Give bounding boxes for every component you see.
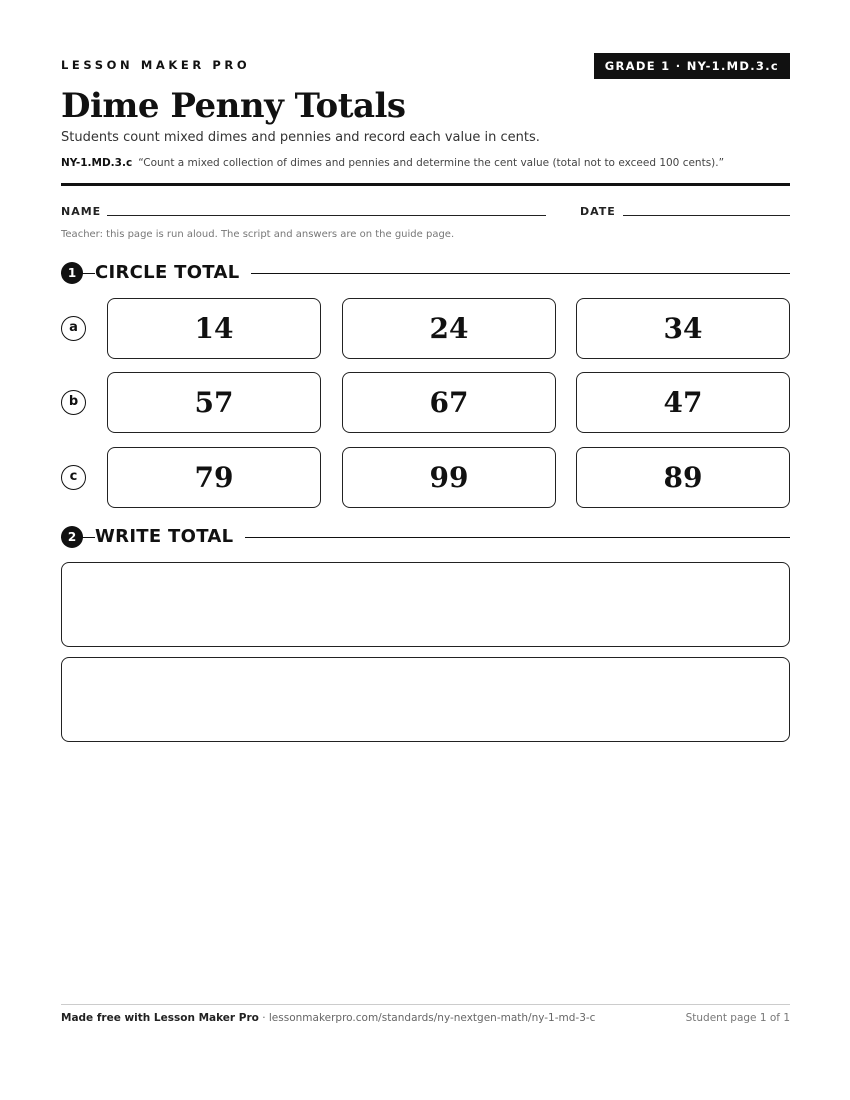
section-2-header [61, 524, 790, 548]
footer-url[interactable]: lessonmakerpro.com/standards/ny-nextgen-math/ny-1-md-3-c [268, 1012, 596, 1024]
teacher-note: Teacher: this page is run aloud. The script and answers are on the guide page. [61, 229, 455, 240]
brand-name: LESSON MAKER PRO [61, 58, 251, 72]
section-1-number: 1 [61, 262, 83, 284]
page-title: Dime Penny Totals [61, 86, 406, 126]
choice-c-3[interactable]: 89 [576, 447, 790, 508]
grade-badge: GRADE 1 · NY-1.MD.3.c [594, 53, 790, 79]
choice-b-3[interactable]: 47 [576, 372, 790, 433]
page-subtitle: Students count mixed dimes and pennies and record each value in cents. [61, 130, 540, 145]
answer-box-1[interactable] [61, 562, 790, 647]
choice-a-2[interactable]: 24 [342, 298, 556, 359]
choice-b-1[interactable]: 57 [107, 372, 321, 433]
choice-c-2[interactable]: 99 [342, 447, 556, 508]
footer-made-with: Made free with Lesson Maker Pro [61, 1012, 259, 1024]
footer-credit [61, 1012, 595, 1024]
footer-page-number: Student page 1 of 1 [685, 1012, 790, 1024]
worksheet-page [61, 0, 790, 1100]
name-field[interactable] [107, 215, 546, 216]
answer-box-2[interactable] [61, 657, 790, 742]
choice-c-1[interactable]: 79 [107, 447, 321, 508]
date-label: DATE [580, 205, 616, 218]
section-2-title: WRITE TOTAL [95, 524, 245, 550]
header-divider [61, 183, 790, 186]
standard-statement [61, 157, 724, 169]
choice-a-1[interactable]: 14 [107, 298, 321, 359]
standard-code: NY-1.MD.3.c [61, 157, 133, 169]
date-field[interactable] [623, 215, 790, 216]
standard-text: “Count a mixed collection of dimes and pennies and determine the cent value (total not to exceed 100 cents).” [138, 157, 725, 169]
section-1-title: CIRCLE TOTAL [95, 260, 251, 286]
footer-divider [61, 1004, 790, 1005]
row-c-letter: c [61, 465, 86, 490]
row-b-letter: b [61, 390, 86, 415]
section-2-number: 2 [61, 526, 83, 548]
row-a-letter: a [61, 316, 86, 341]
section-1-header [61, 260, 790, 284]
choice-a-3[interactable]: 34 [576, 298, 790, 359]
name-label: NAME [61, 205, 102, 218]
choice-b-2[interactable]: 67 [342, 372, 556, 433]
footer-separator: · [262, 1012, 266, 1024]
